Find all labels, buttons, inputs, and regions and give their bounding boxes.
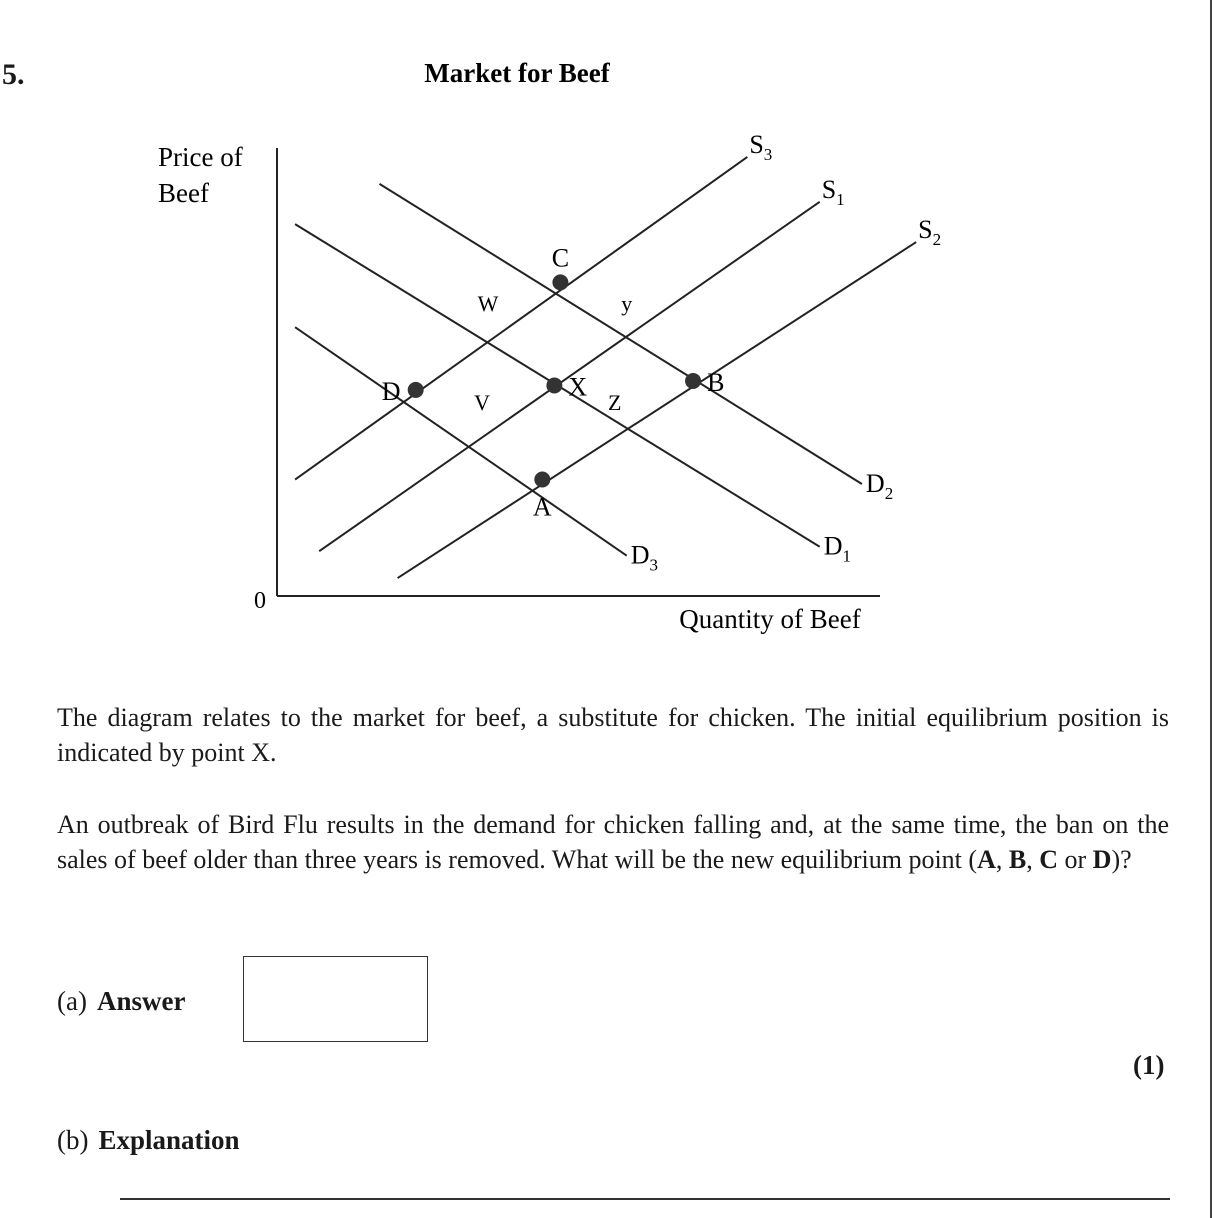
point-label-v: V	[474, 389, 490, 415]
chart-title: Market for Beef	[424, 58, 610, 88]
equilibrium-point-b	[685, 373, 701, 389]
part-b-heading	[57, 1125, 240, 1156]
question-paragraph-2: An outbreak of Bird Flu results in the demand for chicken falling and, at the same time, the ban on the sales of beef older than three years is removed. What will be the new equilibrium point (A, B, C or D)?	[57, 810, 1169, 874]
curve-label-d1: $D_1$	[823, 531, 851, 566]
curve-label-s2: $S_2$	[918, 215, 942, 250]
point-label-b: B	[707, 367, 725, 397]
curve-d2	[380, 184, 862, 484]
option-b: B	[1008, 845, 1027, 874]
point-label-d: D	[381, 376, 401, 406]
option-c: C	[1039, 845, 1058, 874]
curves-layer	[295, 130, 941, 578]
equilibrium-point-x	[546, 377, 562, 393]
paragraph-2-text: An outbreak of Bird Flu results in the demand for chicken falling and, at the same time, the ban on the sales of beef older than three years is removed. What will be the new equilibrium point (	[57, 810, 1169, 874]
curve-label-d2: $D_2$	[865, 469, 894, 503]
y-axis-label-line2: Beef	[158, 178, 209, 208]
part-b-title: Explanation	[98, 1125, 240, 1155]
answer-box[interactable]	[243, 956, 428, 1042]
origin-label: 0	[254, 588, 266, 614]
marks-indicator: (1)	[1133, 1050, 1165, 1080]
point-label-a: A	[532, 492, 552, 522]
explanation-answer-line[interactable]	[120, 1198, 1170, 1200]
curve-label-s1: $S_1$	[821, 174, 845, 209]
y-axis-label-line1: Price of	[158, 142, 243, 172]
question-number: 5.	[2, 58, 25, 91]
equilibrium-point-a	[534, 472, 550, 488]
curve-label-s3: $S_3$	[749, 129, 773, 164]
point-label-y: y	[621, 291, 633, 317]
x-axis-label: Quantity of Beef	[679, 604, 861, 634]
curve-s3	[295, 157, 747, 480]
part-a-heading	[57, 986, 185, 1017]
equilibrium-point-c	[552, 274, 568, 290]
point-label-z: Z	[607, 389, 622, 415]
point-label-c: C	[551, 243, 570, 273]
part-a-label: (a)	[57, 986, 87, 1016]
option-d: D	[1092, 845, 1112, 874]
part-a-title: Answer	[96, 986, 186, 1016]
point-label-x: X	[568, 372, 588, 402]
curve-label-d3: $D_3$	[630, 540, 659, 575]
part-b-label: (b)	[57, 1125, 89, 1155]
point-label-w: W	[477, 291, 499, 317]
question-paragraph-1: The diagram relates to the market for beef, a substitute for chicken. The initial equilibrium position is indicated by point X.	[57, 703, 1169, 767]
equilibrium-point-d	[408, 382, 424, 398]
paragraph-2-end: )?	[1111, 845, 1132, 874]
option-a: A	[977, 845, 996, 874]
points-layer	[382, 243, 725, 521]
